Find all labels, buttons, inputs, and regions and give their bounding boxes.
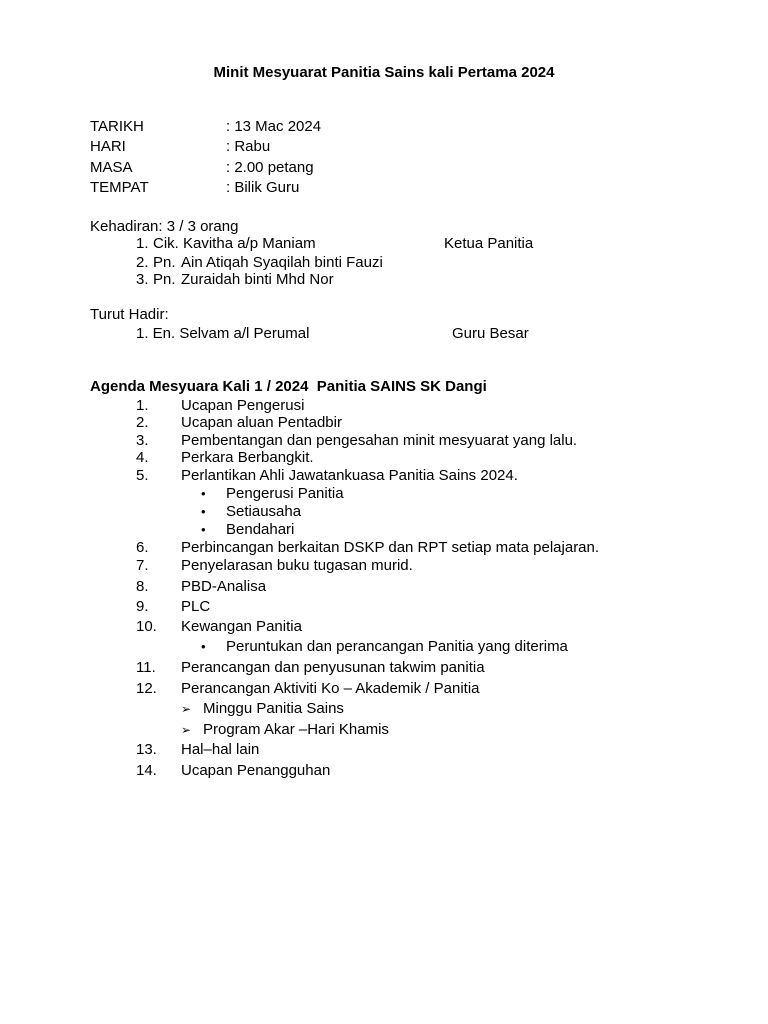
agenda-text-12: Perancangan Aktiviti Ko – Akademik / Panitia: [181, 680, 480, 697]
meta-label-day: HARI: [90, 138, 126, 155]
agenda-text-3: Pembentangan dan pengesahan minit mesyuarat yang lalu.: [181, 432, 578, 449]
agenda-text-9: PLC: [181, 598, 211, 615]
attendance-name-1: Kavitha a/p Maniam: [183, 235, 316, 252]
also-present-heading: Turut Hadir:: [90, 306, 169, 323]
meta-value-time: : 2.00 petang: [226, 159, 314, 176]
agenda-num-4: 4.: [136, 449, 149, 466]
meta-value-place: : Bilik Guru: [226, 179, 300, 196]
meta-label-date: TARIKH: [90, 118, 144, 135]
attendance-num-1: 1.: [136, 235, 149, 252]
agenda-num-8: 8.: [136, 578, 149, 595]
meta-value-date: : 13 Mac 2024: [226, 118, 322, 135]
attendance-name-3: Zuraidah binti Mhd Nor: [181, 271, 334, 288]
also-present-member-1: 1. En. Selvam a/l Perumal: [136, 325, 310, 342]
agenda-num-14: 14.: [136, 762, 157, 779]
agenda-num-13: 13.: [136, 741, 157, 758]
agenda-num-7: 7.: [136, 557, 149, 574]
attendance-num-2: 2.: [136, 254, 149, 271]
agenda-text-2: Ucapan aluan Pentadbir: [181, 414, 342, 431]
meta-label-place: TEMPAT: [90, 179, 149, 196]
agenda-num-10: 10.: [136, 618, 157, 635]
attendance-role-1: Ketua Panitia: [444, 235, 534, 252]
also-present-role-1: Guru Besar: [452, 325, 529, 342]
arrow-bullet-icon: ➢: [181, 723, 192, 737]
agenda-10-sub-1: Peruntukan dan perancangan Panitia yang diterima: [226, 638, 568, 655]
agenda-text-6: Perbincangan berkaitan DSKP dan RPT setiap mata pelajaran.: [181, 539, 600, 556]
agenda-num-6: 6.: [136, 539, 149, 556]
agenda-num-5: 5.: [136, 467, 149, 484]
attendance-heading: Kehadiran: 3 / 3 orang: [90, 218, 239, 235]
agenda-text-8: PBD-Analisa: [181, 578, 267, 595]
agenda-text-1: Ucapan Pengerusi: [181, 397, 305, 414]
agenda-num-2: 2.: [136, 414, 149, 431]
meta-value-day: : Rabu: [226, 138, 271, 155]
agenda-num-9: 9.: [136, 598, 149, 615]
agenda-text-11: Perancangan dan penyusunan takwim panitia: [181, 659, 485, 676]
agenda-num-12: 12.: [136, 680, 157, 697]
agenda-5-sub-3: Bendahari: [226, 521, 295, 538]
agenda-text-4: Perkara Berbangkit.: [181, 449, 314, 466]
attendance-prefix-1: Cik.: [153, 235, 179, 252]
agenda-5-sub-1: Pengerusi Panitia: [226, 485, 344, 502]
bullet-icon: •: [201, 504, 206, 519]
agenda-heading: Agenda Mesyuara Kali 1 / 2024 Panitia SAINS SK Dangi: [90, 378, 487, 395]
meta-label-time: MASA: [90, 159, 133, 176]
bullet-icon: •: [201, 486, 206, 501]
agenda-12-sub-2: Program Akar –Hari Khamis: [203, 721, 389, 738]
attendance-num-3: 3.: [136, 271, 149, 288]
bullet-icon: •: [201, 522, 206, 537]
bullet-icon: •: [201, 639, 206, 654]
agenda-text-14: Ucapan Penangguhan: [181, 762, 331, 779]
agenda-text-10: Kewangan Panitia: [181, 618, 302, 635]
document-title: Minit Mesyuarat Panitia Sains kali Pertama 2024: [213, 64, 555, 81]
attendance-name-2: Ain Atiqah Syaqilah binti Fauzi: [181, 254, 383, 271]
agenda-5-sub-2: Setiausaha: [226, 503, 302, 520]
attendance-prefix-3: Pn.: [153, 271, 176, 288]
agenda-num-11: 11.: [136, 659, 156, 676]
agenda-num-3: 3.: [136, 432, 149, 449]
attendance-prefix-2: Pn.: [153, 254, 176, 271]
agenda-num-1: 1.: [136, 397, 149, 414]
agenda-text-7: Penyelarasan buku tugasan murid.: [181, 557, 413, 574]
arrow-bullet-icon: ➢: [181, 702, 192, 716]
agenda-text-5: Perlantikan Ahli Jawatankuasa Panitia Sains 2024.: [181, 467, 518, 484]
agenda-12-sub-1: Minggu Panitia Sains: [203, 700, 344, 717]
agenda-text-13: Hal–hal lain: [181, 741, 260, 758]
